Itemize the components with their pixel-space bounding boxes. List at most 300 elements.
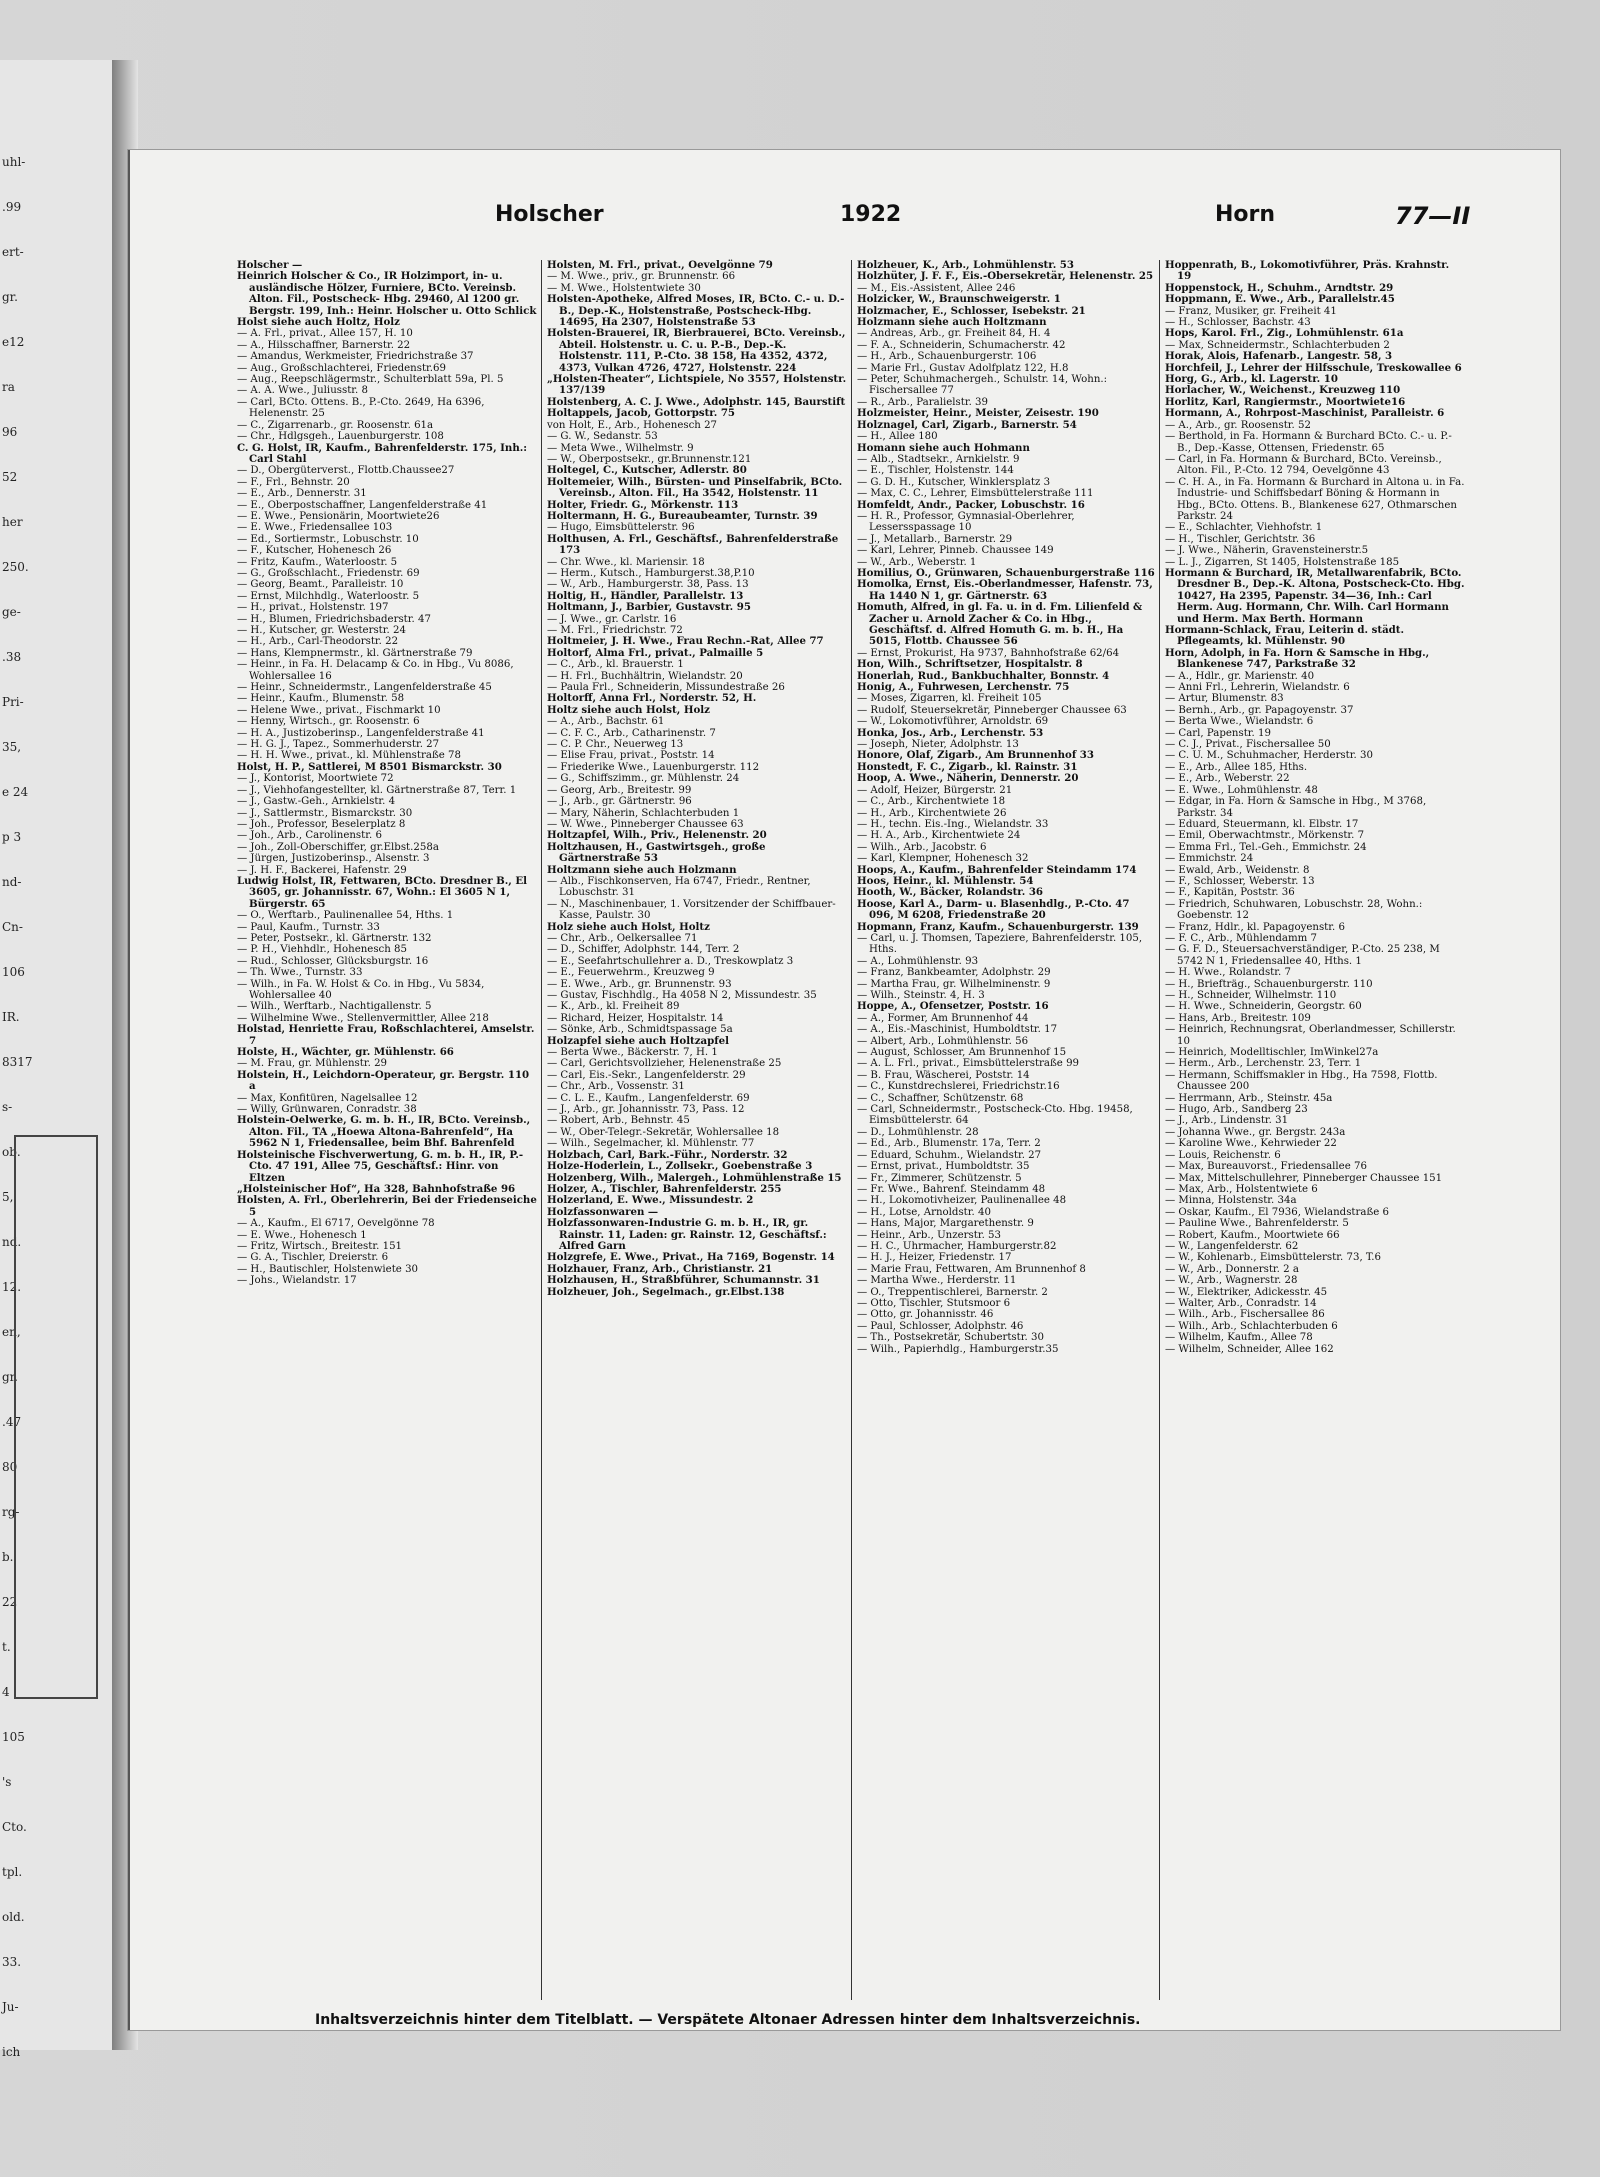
directory-entry: Holst, H. P., Sattlerei, M 8501 Bismarckstr. 30 — [237, 760, 502, 773]
directory-entry: — Max, Bureauvorst., Friedensallee 76 — [1165, 1161, 1367, 1173]
directory-entry: — Carl, Papenstr. 19 — [1165, 727, 1271, 739]
directory-entry: Hoppenrath, B., Lokomotivführer, Präs. Krahnstr. 19 — [1165, 259, 1450, 283]
left-page-fragment: rg- — [2, 1505, 20, 1519]
directory-entry: — W. Wwe., Pinneberger Chaussee 63 — [547, 818, 744, 830]
directory-entry: — Walter, Arb., Conradstr. 14 — [1165, 1297, 1317, 1309]
directory-entry: — Carl, Gerichtsvollzieher, Helenenstraße 25 — [547, 1058, 782, 1070]
directory-entry: Holtorf, Alma Frl., privat., Palmaille 5 — [547, 646, 764, 659]
directory-columns — [237, 260, 1472, 2000]
directory-entry: — E., Feuerwehrm., Kreuzweg 9 — [547, 967, 715, 979]
left-page-fragment: 's — [2, 1775, 12, 1789]
directory-entry: — J., Sattlermstr., Bismarckstr. 30 — [237, 807, 413, 819]
left-page-fragment: 35, — [2, 740, 22, 754]
directory-entry: Heinrich Holscher & Co., IR Holzimport, in- u. ausländische Hölzer, Furniere, BCto. Vereinsb. Alton. Fil., Postscheck- Hbg. 29460, Al 1200 gr. Bergstr. 199, Inh.: Heinr. Holscher u. Otto Schlick — [237, 270, 537, 317]
directory-entry: — Martha Frau, gr. Wilhelminenstr. 9 — [857, 978, 1051, 990]
directory-entry: — E. Wwe., Pensionärin, Moortwiete26 — [237, 510, 440, 522]
directory-entry: — H., Lokomotivheizer, Paulinenallee 48 — [857, 1195, 1067, 1207]
header-year: 1922 — [840, 202, 902, 227]
directory-entry: — G. D. H., Kutscher, Winklersplatz 3 — [857, 476, 1051, 488]
directory-entry: „Holsten-Theater“, Lichtspiele, No 3557, Holstenstr. 137/139 — [547, 373, 847, 397]
directory-entry: — Marie Frl., Gustav Adolfplatz 122, H.8 — [857, 362, 1069, 374]
directory-entry: — C., Kunstdrechslerei, Friedrichstr.16 — [857, 1081, 1060, 1093]
directory-entry: — August, Schlosser, Am Brunnenhof 15 — [857, 1047, 1067, 1059]
directory-entry: Hoops, A., Kaufm., Bahrenfelder Steindamm 174 — [857, 863, 1137, 876]
directory-entry: — A., Lohmühlenstr. 93 — [857, 955, 979, 967]
directory-entry: — F. C., Arb., Mühlendamm 7 — [1165, 932, 1318, 944]
directory-entry: — Martha Wwe., Herderstr. 11 — [857, 1275, 1017, 1287]
directory-entry: — Karl, Klempner, Hohenesch 32 — [857, 853, 1029, 865]
directory-entry: — Heinr., in Fa. H. Delacamp & Co. in Hbg., Vu 8086, Wohlersallee 16 — [237, 659, 514, 682]
directory-entry: — Carl, Schneidermstr., Postscheck-Cto. Hbg. 19458, Eimsbüttelerstr. 64 — [857, 1104, 1133, 1127]
directory-entry: — Heinr., Kaufm., Blumenstr. 58 — [237, 693, 405, 705]
left-page-fragment: ge- — [2, 605, 21, 619]
left-page-fragment: 96 — [2, 425, 18, 439]
directory-entry: — J., Metallarb., Barnerstr. 29 — [857, 533, 1013, 545]
directory-entry: — Georg, Beamt., Paralleistr. 10 — [237, 579, 404, 591]
directory-entry: — J., Arb., Lindenstr. 31 — [1165, 1115, 1289, 1127]
directory-entry: — Heinrich, Modelltischler, ImWinkel27a — [1165, 1047, 1379, 1059]
directory-entry: — Willy, Grünwaren, Conradstr. 38 — [237, 1104, 417, 1116]
directory-entry: Homfeldt, Andr., Packer, Lobuschstr. 16 — [857, 498, 1085, 511]
directory-entry: — Wilh., Arb., Fischersallee 86 — [1165, 1309, 1325, 1321]
directory-entry: — Karl, Lehrer, Pinneb. Chaussee 149 — [857, 545, 1054, 557]
directory-entry: — H. C., Uhrmacher, Hamburgerstr.82 — [857, 1240, 1057, 1252]
directory-entry: — G., Großschlacht., Friedenstr. 69 — [237, 567, 420, 579]
left-page-fragment: b. — [2, 1550, 14, 1564]
directory-entry: Honstedt, F. C., Zigarb., kl. Rainstr. 31 — [857, 760, 1078, 773]
directory-entry: — M. Frl., Friedrichstr. 72 — [547, 625, 683, 636]
directory-entry: — Fritz, Wirtsch., Breitestr. 151 — [237, 1240, 403, 1252]
left-page-fragment: s- — [2, 1100, 13, 1114]
directory-entry: Holzheuer, Joh., Segelmach., gr.Elbst.138 — [547, 1285, 785, 1298]
directory-entry: — Carl, Eis.-Sekr., Langenfelderstr. 29 — [547, 1069, 746, 1081]
directory-entry: Holzhauer, Franz, Arb., Christianstr. 21 — [547, 1262, 773, 1275]
directory-entry: — M. Wwe., priv., gr. Brunnenstr. 66 — [547, 271, 736, 283]
directory-entry: — H. Wwe., Rolandstr. 7 — [1165, 967, 1291, 979]
directory-entry: — Friedrich, Schuhwaren, Lobuschstr. 28, Wohn.: Goebenstr. 12 — [1165, 898, 1423, 922]
directory-entry: — Elise Frau, privat., Poststr. 14 — [547, 750, 715, 762]
directory-entry: — M. Frau, gr. Mühlenstr. 29 — [237, 1058, 388, 1070]
directory-entry: Honore, Olaf, Zigarb., Am Brunnenhof 33 — [857, 749, 1094, 762]
directory-entry: — Ed., Arb., Blumenstr. 17a, Terr. 2 — [857, 1138, 1041, 1150]
directory-entry: — C. L. E., Kaufm., Langenfelderstr. 69 — [547, 1092, 750, 1104]
directory-entry: — Carl, u. J. Thomsen, Tapeziere, Bahrenfelderstr. 105, Hths. — [857, 932, 1143, 956]
left-page-fragment: 22 — [2, 1595, 18, 1609]
directory-entry: — Joh., Zoll-Oberschiffer, gr.Elbst.258a — [237, 841, 439, 853]
directory-entry: Holtzapfel, Wilh., Priv., Helenenstr. 20 — [547, 829, 767, 842]
directory-entry: Holzerland, E. Wwe., Missundestr. 2 — [547, 1194, 754, 1207]
page-number: 77—II — [1395, 202, 1471, 230]
directory-entry: Holtmeier, J. H. Wwe., Frau Rechn.-Rat, Allee 77 — [547, 635, 824, 648]
left-page-fragment: p 3 — [2, 830, 22, 844]
directory-entry: — Wilhelm, Kaufm., Allee 78 — [1165, 1332, 1313, 1344]
directory-entry: Honerlah, Rud., Bankbuchhalter, Bonnstr. 4 — [857, 669, 1110, 682]
directory-entry: — L. J., Zigarren, St 1405, Holstenstraße 185 — [1165, 556, 1400, 568]
directory-entry: — Max, Arb., Holstentwiete 6 — [1165, 1183, 1318, 1195]
left-page-fragment: nd. — [2, 1235, 22, 1249]
left-page-fragment: t. — [2, 1640, 11, 1654]
directory-entry: — Hans, Major, Margarethenstr. 9 — [857, 1218, 1034, 1230]
directory-entry: — C., Arb., Kirchentwiete 18 — [857, 796, 1006, 808]
directory-entry: — Wilh., Segelmacher, kl. Mühlenstr. 77 — [547, 1138, 755, 1150]
directory-entry: — Alb., Stadtsekr., Arnkielstr. 9 — [857, 453, 1020, 465]
left-page-fragment: 80 — [2, 1460, 18, 1474]
directory-entry: — Louis, Reichenstr. 6 — [1165, 1149, 1281, 1161]
directory-entry: — Johs., Wielandstr. 17 — [237, 1275, 357, 1287]
directory-entry: — E., Tischler, Holstenstr. 144 — [857, 465, 1014, 477]
directory-entry: — Albert, Arb., Lohmühlenstr. 56 — [857, 1035, 1029, 1047]
directory-entry: — H., Arb., Carl-Theodorstr. 22 — [237, 636, 399, 648]
directory-entry: Holzmeister, Heinr., Meister, Zeisestr. 190 — [857, 407, 1099, 420]
left-page-edge — [0, 60, 114, 2059]
directory-entry: — F., Frl., Behnstr. 20 — [237, 476, 350, 488]
left-page-fragment: Pri- — [2, 695, 24, 709]
left-page-fragment: Cn- — [2, 920, 23, 934]
directory-entry: — A. Frl., privat., Allee 157, H. 10 — [237, 328, 413, 340]
directory-entry: — E., Schlachter, Viehhofstr. 1 — [1165, 522, 1323, 534]
directory-entry: — Wilh., Werftarb., Nachtigallenstr. 5 — [237, 1001, 432, 1013]
directory-entry: — Franz, Hdlr., kl. Papagoyenstr. 6 — [1165, 921, 1345, 933]
directory-entry: Holtermann, H. G., Bureaubeamter, Turnstr. 39 — [547, 509, 818, 522]
left-page-fragment: tpl. — [2, 1865, 23, 1879]
directory-entry: — M., Eis.-Assistent, Allee 246 — [857, 282, 1016, 294]
directory-entry: — H., Blumen, Friedrichsbaderstr. 47 — [237, 613, 431, 625]
directory-entry: — N., Maschinenbauer, 1. Vorsitzender der Schiffbauer-Kasse, Paulstr. 30 — [547, 898, 836, 922]
directory-entry: — J., Gastw.-Geh., Arnkielstr. 4 — [237, 796, 396, 808]
directory-entry: Holsten, M. Frl., privat., Oevelgönne 79 — [547, 259, 773, 271]
directory-entry: — Ewald, Arb., Weidenstr. 8 — [1165, 864, 1310, 876]
directory-entry: — Meta Wwe., Wilhelmstr. 9 — [547, 442, 694, 454]
directory-entry: — H. J., Heizer, Friedenstr. 17 — [857, 1252, 1012, 1264]
directory-entry: — J., Viehhofangestellter, kl. Gärtnerstraße 87, Terr. 1 — [237, 784, 517, 796]
directory-entry: Holste, H., Wächter, gr. Mühlenstr. 66 — [237, 1046, 454, 1059]
left-page-fragment: ra — [2, 380, 15, 394]
directory-entry: Hoppe, A., Ofensetzer, Poststr. 16 — [857, 1000, 1049, 1013]
directory-entry: — M. Wwe., Holstentwiete 30 — [547, 282, 701, 294]
directory-entry: Holzhüter, J. F. F., Eis.-Obersekretär, Helenenstr. 25 — [857, 270, 1154, 283]
directory-entry: Homuth, Alfred, in gl. Fa. u. in d. Fm. Lilienfeld & Zacher u. Arnold Zacher & Co. in Hbg., Geschäftsf. d. Alfred Homuth G. m. b. H., Ha 5015, Flottb. Chaussee 56 — [857, 601, 1143, 648]
directory-page — [128, 150, 1560, 2030]
left-page-fragment: nd- — [2, 875, 22, 889]
directory-entry: — H., Allee 180 — [857, 431, 938, 443]
left-page-fragment: old. — [2, 1910, 25, 1924]
directory-entry: — Wilh., Papierhdlg., Hamburgerstr.35 — [857, 1343, 1059, 1355]
directory-entry: Holznagel, Carl, Zigarb., Barnerstr. 54 — [857, 418, 1077, 431]
directory-entry: — C., Arb., kl. Brauerstr. 1 — [547, 659, 684, 671]
directory-entry: — W., Oberpostsekr., gr.Brunnenstr.121 — [547, 453, 752, 465]
directory-entry: — W., Arb., Hamburgerstr. 38, Pass. 13 — [547, 579, 749, 591]
directory-entry: Holstein, H., Leichdorn-Operateur, gr. Bergstr. 110 a — [237, 1068, 530, 1093]
directory-entry: — C., Schaffner, Schützenstr. 68 — [857, 1092, 1024, 1104]
directory-entry: — H. A., Arb., Kirchentwiete 24 — [857, 830, 1021, 842]
directory-entry: Holtmann, J., Barbier, Gustavstr. 95 — [547, 601, 751, 614]
directory-entry: — H., Briefträg., Schauenburgerstr. 110 — [1165, 978, 1373, 990]
left-page-fragment: 250. — [2, 560, 29, 574]
directory-entry: — Berthold, in Fa. Hormann & Burchard BCto. C.- u. P.-B., Dep.-Kasse, Ottensen, Friedenstr. 65 — [1165, 431, 1452, 454]
directory-entry: — W., Arb., Wagnerstr. 28 — [1165, 1275, 1298, 1287]
directory-entry: — Max, Mittelschullehrer, Pinneberger Chaussee 151 — [1165, 1172, 1443, 1184]
directory-entry: — E., Arb., Dennerstr. 31 — [237, 488, 367, 500]
directory-entry: — H., Arb., Schauenburgerstr. 106 — [857, 351, 1037, 363]
directory-entry: — F. A., Schneiderin, Schumacherstr. 42 — [857, 339, 1066, 351]
directory-entry: Horn, Adolph, in Fa. Horn & Samsche in Hbg., Blankenese 747, Parkstraße 32 — [1165, 646, 1430, 671]
directory-entry: — Chr., Hdlgsgeh., Lauenburgerstr. 108 — [237, 431, 444, 443]
left-page-fragment: uhl- — [2, 155, 26, 169]
directory-entry: — H., Tischler, Gerichtstr. 36 — [1165, 533, 1316, 545]
directory-entry: — H., Bautischler, Holstenwiete 30 — [237, 1263, 419, 1275]
directory-entry: — Max, C. C., Lehrer, Eimsbüttelerstraße 111 — [857, 488, 1094, 500]
directory-entry: — E. Wwe., Friedensallee 103 — [237, 522, 393, 534]
directory-entry: Holzenberg, Wilh., Malergeh., Lohmühlenstraße 15 — [547, 1171, 842, 1184]
left-page-fragment: ob. — [2, 1145, 21, 1159]
directory-entry: — Carl, BCto. Ottens. B., P.-Cto. 2649, Ha 6396, Helenenstr. 25 — [237, 396, 485, 420]
directory-entry: — J. Wwe., Näherin, Gravensteinerstr.5 — [1165, 545, 1369, 557]
directory-entry: — F., Schlosser, Weberstr. 13 — [1165, 875, 1315, 887]
directory-entry: Hoppmann, E. Wwe., Arb., Parallelstr.45 — [1165, 293, 1395, 306]
directory-entry: — Anni Frl., Lehrerin, Wielandstr. 6 — [1165, 682, 1350, 694]
directory-entry: — B. Frau, Wäscherei, Poststr. 14 — [857, 1069, 1030, 1081]
directory-entry: — Max, Schneidermstr., Schlachterbuden 2 — [1165, 339, 1390, 351]
directory-entry: Hooth, W., Bäcker, Rolandstr. 36 — [857, 886, 1043, 899]
directory-entry: Hoppenstock, H., Schuhm., Arndtstr. 29 — [1165, 281, 1394, 294]
directory-entry: Holtegel, C., Kutscher, Adlerstr. 80 — [547, 464, 747, 477]
directory-entry: — D., Lohmühlenstr. 28 — [857, 1126, 979, 1138]
directory-entry: — J. H. F., Backerei, Hafenstr. 29 — [237, 864, 407, 876]
directory-entry: — A., Hilsschaffner, Barnerstr. 22 — [237, 339, 411, 351]
directory-entry: — C., Zigarrenarb., gr. Roosenstr. 61a — [237, 419, 434, 431]
directory-entry: — Edgar, in Fa. Horn & Samsche in Hbg., M 3768, Parkstr. 34 — [1165, 796, 1427, 819]
directory-entry: — C. J., Privat., Fischersallee 50 — [1165, 739, 1331, 751]
directory-entry: Holstein-Oelwerke, G. m. b. H., IR, BCto. Vereinsb., Alton. Fil., TA „Hoewa Altona-Bahrenfeld“, Ha 5962 N 1, Friedensallee, beim Bhf. Bahrenfeld — [237, 1114, 531, 1150]
directory-entry: Holstad, Henriette Frau, Roßschlachterei, Amselstr. 7 — [237, 1023, 535, 1047]
page-header — [130, 202, 1560, 242]
directory-entry: — Wilhelm, Schneider, Allee 162 — [1165, 1343, 1334, 1355]
directory-entry: — H., Schlosser, Bachstr. 43 — [1165, 317, 1311, 329]
left-page-fragment: Ju- — [2, 2000, 19, 2014]
directory-entry: — Henny, Wirtsch., gr. Roosenstr. 6 — [237, 716, 420, 728]
left-page-fragment: Cto. — [2, 1820, 27, 1834]
column-divider — [541, 260, 542, 2000]
directory-entry: — A., Arb., Bachstr. 61 — [547, 716, 665, 728]
directory-entry: — P. H., Viehhdlr., Hohenesch 85 — [237, 944, 408, 956]
directory-entry: — Chr., Arb., Oelkersallee 71 — [547, 932, 698, 944]
directory-entry: — J., Arb., gr. Johannisstr. 73, Pass. 12 — [547, 1104, 745, 1116]
directory-entry: — K., Arb., kl. Freiheit 89 — [547, 1001, 680, 1013]
left-page-fragment: IR. — [2, 1010, 20, 1024]
directory-entry: — G. A., Tischler, Dreierstr. 6 — [237, 1252, 389, 1264]
directory-entry: — W., Lokomotivführer, Arnoldstr. 69 — [857, 716, 1049, 728]
column-3 — [857, 260, 1157, 2000]
directory-entry: — Johanna Wwe., gr. Bergstr. 243a — [1165, 1126, 1346, 1138]
directory-entry: — W., Arb., Weberstr. 1 — [857, 556, 977, 568]
directory-entry: — Jürgen, Justizoberinsp., Alsenstr. 3 — [237, 853, 430, 865]
directory-entry: — Rudolf, Steuersekretär, Pinneberger Chaussee 63 — [857, 704, 1127, 716]
directory-entry: — Eduard, Steuermann, kl. Elbstr. 17 — [1165, 818, 1359, 830]
directory-entry: Hops, Karol. Frl., Zig., Lohmühlenstr. 61a — [1165, 327, 1404, 340]
directory-entry: — J., Kontorist, Moortwiete 72 — [237, 773, 394, 785]
directory-entry: Honig, A., Fuhrwesen, Lerchenstr. 75 — [857, 681, 1070, 694]
directory-entry: Holtzhausen, H., Gastwirtsgeh., große Gärtnerstraße 53 — [547, 840, 766, 865]
directory-entry: — Franz, Bankbeamter, Adolphstr. 29 — [857, 967, 1051, 979]
directory-entry: Holsten, A. Frl., Oberlehrerin, Bei der Friedenseiche 5 — [237, 1194, 537, 1218]
left-page-fragment: 105 — [2, 1730, 25, 1744]
column-divider — [851, 260, 852, 2000]
directory-entry: — Heinrich, Rechnungsrat, Oberlandmesser, Schillerstr. 10 — [1165, 1024, 1456, 1047]
directory-entry: — Karoline Wwe., Kehrwieder 22 — [1165, 1138, 1337, 1150]
left-page-fragment: 52 — [2, 470, 18, 484]
directory-entry: Hoop, A. Wwe., Näherin, Dennerstr. 20 — [857, 772, 1079, 785]
directory-entry: Horlitz, Karl, Rangiermstr., Moortwiete16 — [1165, 395, 1406, 408]
directory-entry: — Chr. Wwe., kl. Mariensir. 18 — [547, 556, 705, 568]
directory-entry: — Hugo, Arb., Sandberg 23 — [1165, 1104, 1308, 1116]
directory-entry: Holtz siehe auch Holst, Holz — [547, 703, 710, 716]
directory-entry: — A., Eis.-Maschinist, Humboldtstr. 17 — [857, 1024, 1058, 1036]
directory-entry: — Fritz, Kaufm., Waterloostr. 5 — [237, 556, 398, 568]
directory-entry: — E. Wwe., Lohmühlenstr. 48 — [1165, 784, 1318, 796]
directory-entry: — Oskar, Kaufm., El 7936, Wielandstraße 6 — [1165, 1206, 1390, 1218]
directory-entry: von Holt, E., Arb., Hohenesch 27 — [547, 419, 718, 431]
directory-entry: — Robert, Arb., Behnstr. 45 — [547, 1115, 690, 1127]
column-1 — [237, 260, 537, 2000]
directory-entry: — W., Ober-Telegr.-Sekretär, Wohlersallee 18 — [547, 1126, 780, 1138]
left-page-fragment: her — [2, 515, 23, 529]
directory-entry: — W., Arb., Donnerstr. 2 a — [1165, 1263, 1299, 1275]
directory-entry: — Wilh., Arb., Schlachterbuden 6 — [1165, 1320, 1338, 1332]
directory-entry: — D., Obergüterverst., Flottb.Chaussee27 — [237, 465, 455, 477]
directory-entry: Hoos, Heinr., kl. Mühlenstr. 54 — [857, 874, 1034, 887]
directory-entry: — Mary, Näherin, Schlachterbuden 1 — [547, 807, 740, 819]
directory-entry: — Herm., Kutsch., Hamburgerst.38,P.10 — [547, 567, 755, 579]
directory-entry: — Herrmann, Arb., Steinstr. 45a — [1165, 1092, 1333, 1104]
directory-entry: — Joh., Arb., Carolinenstr. 6 — [237, 830, 382, 842]
directory-entry: — Joh., Professor, Beselerplatz 8 — [237, 818, 406, 830]
directory-entry: Holtig, H., Händler, Parallelstr. 13 — [547, 589, 744, 602]
directory-entry: Holtorff, Anna Frl., Norderstr. 52, H. — [547, 692, 757, 705]
directory-entry: — E. Wwe., Arb., gr. Brunnenstr. 93 — [547, 978, 732, 990]
left-page-fragment: ert- — [2, 245, 24, 259]
directory-entry: Holzgrefe, E. Wwe., Privat., Ha 7169, Bogenstr. 14 — [547, 1251, 835, 1264]
directory-entry: — Hugo, Eimsbüttelerstr. 96 — [547, 522, 695, 534]
directory-entry: Horg, G., Arb., kl. Lagerstr. 10 — [1165, 373, 1338, 386]
directory-entry: Hormann, A., Rohrpost-Maschinist, Paralleistr. 6 — [1165, 407, 1445, 420]
column-divider — [1159, 260, 1160, 2000]
directory-entry: — Ed., Sortiermstr., Lobuschstr. 10 — [237, 533, 419, 545]
directory-entry: Holz siehe auch Holst, Holtz — [547, 920, 710, 933]
directory-entry: — Peter, Postsekr., kl. Gärtnerstr. 132 — [237, 932, 432, 944]
column-4 — [1165, 260, 1465, 2000]
directory-entry: — G. F. D., Steuersachverständiger, P.-Cto. 25 238, M 5742 N 1, Friedensallee 40, Hths. 1 — [1165, 944, 1440, 967]
directory-entry: — C. U. M., Schuhmacher, Herderstr. 30 — [1165, 750, 1373, 762]
directory-entry: — Richard, Heizer, Hospitalstr. 14 — [547, 1012, 724, 1024]
directory-entry: — H. R., Professor, Gymnasial-Oberlehrer, Lessersspassage 10 — [857, 510, 1075, 534]
directory-entry: — W., Elektriker, Adickesstr. 45 — [1165, 1286, 1328, 1298]
directory-entry: — E. Wwe., Hohenesch 1 — [237, 1229, 367, 1241]
directory-entry: — Minna, Holstenstr. 34a — [1165, 1195, 1297, 1207]
directory-entry: Holzhausen, H., Straßbführer, Schumannstr. 31 — [547, 1274, 820, 1287]
directory-entry: — H., Schneider, Wilhelmstr. 110 — [1165, 990, 1337, 1001]
directory-entry: — E., Oberpostschaffner, Langenfelderstraße 41 — [237, 499, 488, 511]
directory-entry: — H., privat., Holstenstr. 197 — [237, 602, 389, 614]
directory-entry: — Eduard, Schuhm., Wielandstr. 27 — [857, 1149, 1042, 1161]
directory-entry: Hoose, Karl A., Darm- u. Blasenhdlg., P.-Cto. 47 096, M 6208, Friedenstraße 20 — [857, 897, 1130, 922]
directory-entry: Holsten-Brauerei, IR, Bierbrauerei, BCto. Vereinsb., Abteil. Holstenstr. u. C. u. P.-B., Dep.-K. Holstenstr. 111, P.-Cto. 38 158, Ha 4352, 4372, 4373, Vulkan 4726, 4727, Holstenstr. 224 — [547, 327, 846, 374]
left-page-fragment: 4 — [2, 1685, 10, 1699]
directory-entry: — E., Seefahrtschullehrer a. D., Treskowplatz 3 — [547, 955, 794, 967]
directory-entry: — Amandus, Werkmeister, Friedrichstraße 37 — [237, 351, 474, 363]
directory-entry: Holzicker, W., Braunschweigerstr. 1 — [857, 293, 1061, 306]
directory-entry: C. G. Holst, IR, Kaufm., Bahrenfelderstr. 175, Inh.: Carl Stahl — [237, 441, 528, 465]
directory-entry: Holzapfel siehe auch Holtzapfel — [547, 1034, 730, 1047]
directory-entry: — J., Arb., gr. Gärtnerstr. 96 — [547, 796, 692, 808]
directory-entry: — Emil, Oberwachtmstr., Mörkenstr. 7 — [1165, 830, 1365, 842]
directory-entry: — E., Arb., Allee 185, Hths. — [1165, 761, 1308, 773]
left-page-fragment: 5, — [2, 1190, 14, 1204]
directory-entry: — Emma Frl., Tel.-Geh., Emmichstr. 24 — [1165, 841, 1367, 853]
directory-entry: „Holsteinischer Hof“, Ha 328, Bahnhofstraße 96 — [237, 1182, 516, 1195]
directory-entry: — Fr., Zimmerer, Schützenstr. 5 — [857, 1172, 1022, 1184]
directory-entry: — D., Schiffer, Adolphstr. 144, Terr. 2 — [547, 944, 740, 956]
directory-entry: — Berta Wwe., Wielandstr. 6 — [1165, 716, 1314, 728]
directory-entry: — E., Arb., Weberstr. 22 — [1165, 773, 1290, 785]
directory-entry: Holtappels, Jacob, Gottorpstr. 75 — [547, 407, 735, 420]
directory-entry: — A., Arb., gr. Roosenstr. 52 — [1165, 419, 1311, 431]
left-page-fragment: gr. — [2, 1370, 18, 1384]
directory-entry: Homolka, Ernst, Eis.-Oberlandmesser, Hafenstr. 73, Ha 1440 N 1, gr. Gärtnerstr. 63 — [857, 578, 1153, 602]
directory-entry: — H. Wwe., Schneiderin, Georgstr. 60 — [1165, 1001, 1362, 1013]
directory-entry: Horlacher, W., Weichenst., Kreuzweg 110 — [1165, 384, 1401, 397]
directory-entry: Horak, Alois, Hafenarb., Langestr. 58, 3 — [1165, 350, 1393, 363]
directory-entry: — Wilh., Steinstr. 4, H. 3 — [857, 990, 985, 1001]
directory-entry: — F., Kutscher, Hohenesch 26 — [237, 545, 392, 557]
directory-entry: — Ernst, privat., Humboldtstr. 35 — [857, 1161, 1030, 1173]
directory-entry: Horchfeil, J., Lehrer der Hilfsschule, Treskowallee 6 — [1165, 361, 1462, 374]
directory-entry: — H., Lotse, Arnoldstr. 40 — [857, 1206, 991, 1218]
directory-entry: Hon, Wilh., Schriftsetzer, Hospitalstr. 8 — [857, 658, 1083, 671]
directory-entry: Holzheuer, K., Arb., Lohmühlenstr. 53 — [857, 259, 1074, 271]
directory-entry: Holzfassonwaren-Industrie G. m. b. H., IR, gr. Rainstr. 11, Laden: gr. Rainstr. 12, Geschäftsf.: Alfred Garn — [547, 1217, 827, 1252]
directory-entry: — A., Former, Am Brunnenhof 44 — [857, 1012, 1029, 1024]
directory-entry: — Gustav, Fischhdlg., Ha 4058 N 2, Missundestr. 35 — [547, 990, 817, 1001]
left-page-fragment: e12 — [2, 335, 25, 349]
directory-entry: — Heinr., Arb., Unzerstr. 53 — [857, 1229, 1002, 1241]
left-page-fragment: 106 — [2, 965, 25, 979]
directory-entry: — Wilh., in Fa. W. Holst & Co. in Hbg., Vu 5834, Wohlersallee 40 — [237, 978, 485, 1001]
directory-entry: — Pauline Wwe., Bahrenfelderstr. 5 — [1165, 1218, 1349, 1230]
directory-entry: Homann siehe auch Hohmann — [857, 441, 1030, 454]
directory-entry: — O., Treppentischlerei, Barnerstr. 2 — [857, 1286, 1048, 1298]
directory-entry: Holtemeier, Wilh., Bürsten- und Pinselfabrik, BCto. Vereinsb., Alton. Fil., Ha 3542, Holstenstr. 11 — [547, 475, 843, 500]
column-2 — [547, 260, 847, 2000]
directory-entry: — Fr. Wwe., Bahrenf. Steindamm 48 — [857, 1183, 1046, 1195]
directory-entry: — O., Werftarb., Paulinenallee 54, Hths. 1 — [237, 910, 454, 922]
directory-entry: Holstenberg, A. C. J. Wwe., Adolphstr. 145, Baurstift — [547, 395, 846, 408]
directory-entry: — Adolf, Heizer, Bürgerstr. 21 — [857, 784, 1013, 796]
left-page-fragment: 8317 — [2, 1055, 33, 1069]
directory-entry: Holzmacher, E., Schlosser, Isebekstr. 21 — [857, 304, 1086, 317]
directory-entry: — Marie Frau, Fettwaren, Am Brunnenhof 8 — [857, 1263, 1086, 1275]
directory-entry: — Hans, Klempnermstr., kl. Gärtnerstraße 79 — [237, 647, 473, 659]
directory-entry: — W., Langenfelderstr. 62 — [1165, 1240, 1299, 1252]
directory-entry: Holter, Friedr. G., Mörkenstr. 113 — [547, 498, 739, 511]
directory-entry: — Bernh., Arb., gr. Papagoyenstr. 37 — [1165, 704, 1354, 716]
page-footer: Inhaltsverzeichnis hinter dem Titelblatt. — Verspätete Altonaer Adressen hinter dem Inhaltsverzeichnis. — [315, 2012, 1141, 2028]
directory-entry: Holzer, A., Tischler, Bahrenfelderstr. 255 — [547, 1182, 782, 1195]
directory-entry: Hormann & Burchard, IR, Metallwarenfabrik, BCto. Dresdner B., Dep.-K. Altona, Postscheck-Cto. Hbg. 10427, Ha 2395, Papenstr. 34—36, Inh.: Carl Herm. Aug. Hormann, Chr. Wilh. Carl Hormann und Herm. Max Berth. Hormann — [1165, 566, 1465, 625]
directory-entry: Honka, Jos., Arb., Lerchenstr. 53 — [857, 726, 1044, 739]
directory-entry: — C. F. C., Arb., Catharinenstr. 7 — [547, 727, 716, 739]
directory-entry: Holtzmann siehe auch Holzmann — [547, 863, 737, 876]
directory-entry: — Andreas, Arb., gr. Freiheit 84, H. 4 — [857, 328, 1051, 340]
